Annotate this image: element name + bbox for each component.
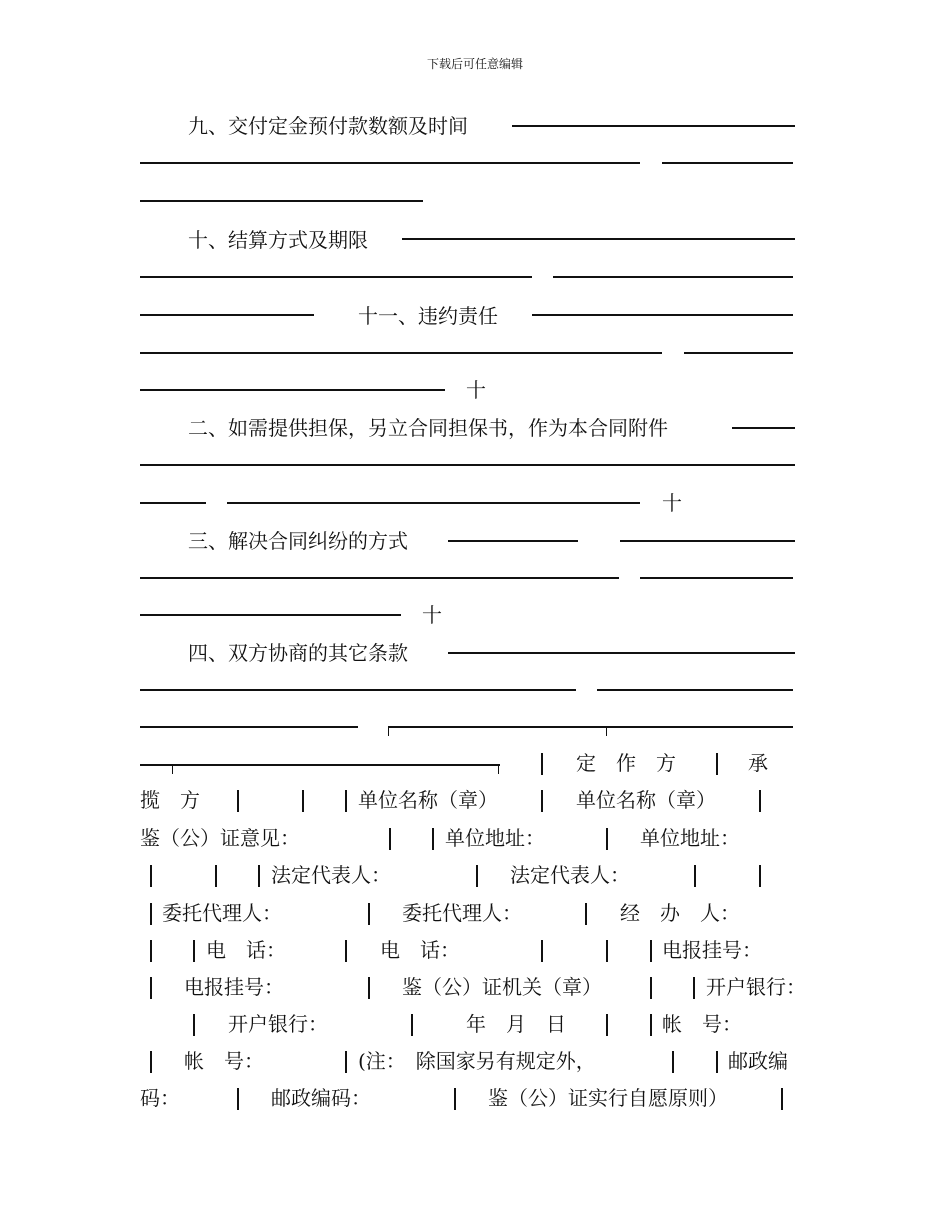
fill-line	[140, 464, 795, 466]
table-separator	[672, 1051, 674, 1073]
fill-line	[227, 502, 640, 504]
table-separator	[650, 1014, 652, 1036]
table-separator	[759, 790, 761, 812]
table-separator	[585, 903, 587, 925]
account-1: 帐 号：	[662, 1012, 742, 1036]
unit-name-1: 单位名称（章）	[358, 788, 498, 812]
table-separator	[541, 790, 543, 812]
fill-line	[448, 652, 795, 654]
table-separator	[237, 790, 239, 812]
clause-14-number: 十	[422, 603, 442, 627]
table-header-dingzuofang: 定 作 方	[576, 751, 676, 775]
table-separator	[193, 1014, 195, 1036]
table-separator	[716, 1051, 718, 1073]
postcode-2: 邮政编码：	[271, 1086, 371, 1110]
table-corner	[172, 764, 173, 774]
fill-line	[140, 502, 206, 504]
table-separator	[345, 790, 347, 812]
table-separator	[650, 940, 652, 962]
table-header-lanfang: 揽 方	[140, 788, 200, 812]
table-separator	[716, 753, 718, 775]
phone-2: 电 话：	[380, 938, 460, 962]
table-corner	[606, 726, 607, 736]
table-separator	[193, 940, 195, 962]
table-separator	[345, 1051, 347, 1073]
unit-address-2: 单位地址：	[640, 826, 740, 850]
page-header: 下载后可任意编辑	[426, 57, 523, 71]
table-separator	[476, 865, 478, 887]
table-top-border	[140, 764, 500, 766]
table-separator	[258, 865, 260, 887]
table-corner	[498, 764, 499, 774]
fill-line	[448, 540, 578, 542]
legal-rep-1: 法定代表人：	[271, 863, 391, 887]
note: (注： 除国家另有规定外，	[358, 1049, 596, 1073]
table-separator	[345, 940, 347, 962]
table-separator	[606, 1014, 608, 1036]
notary-opinion: 鉴（公）证意见：	[140, 826, 300, 850]
fill-line	[597, 689, 793, 691]
clause-13-label: 三、解决合同纠纷的方式	[188, 529, 408, 553]
table-separator	[454, 1088, 456, 1110]
table-separator	[606, 940, 608, 962]
fill-line	[140, 689, 576, 691]
notary-office: 鉴（公）证机关（章）	[402, 975, 602, 999]
fill-line	[140, 162, 640, 164]
fill-line	[620, 540, 795, 542]
table-separator	[150, 1051, 152, 1073]
table-separator	[694, 865, 696, 887]
table-separator	[432, 828, 434, 850]
fill-line	[684, 352, 793, 354]
table-separator	[541, 753, 543, 775]
table-separator	[389, 828, 391, 850]
unit-address-1: 单位地址：	[445, 826, 545, 850]
table-separator	[215, 865, 217, 887]
date: 年 月 日	[466, 1012, 566, 1036]
fill-line	[140, 389, 445, 391]
phone-1: 电 话：	[206, 938, 286, 962]
table-separator	[368, 903, 370, 925]
fill-line	[402, 238, 795, 240]
fill-line	[553, 276, 793, 278]
fill-line	[140, 200, 423, 202]
fill-line	[140, 314, 314, 316]
table-corner	[388, 726, 389, 736]
table-header-cheng: 承	[748, 751, 768, 775]
clause-12-number: 十	[466, 378, 486, 402]
bank-1: 开户银行：	[706, 975, 806, 999]
handler: 经 办 人：	[620, 901, 740, 925]
table-separator	[411, 1014, 413, 1036]
clause-14-label: 四、双方协商的其它条款	[188, 641, 408, 665]
fill-line	[140, 276, 532, 278]
table-separator	[541, 940, 543, 962]
bank-2: 开户银行：	[228, 1012, 328, 1036]
postcode-1-part-b: 码：	[140, 1086, 180, 1110]
agent-2: 委托代理人：	[402, 901, 522, 925]
clause-9-label: 九、交付定金预付款数额及时间	[188, 114, 468, 138]
postcode-1-part-a: 邮政编	[728, 1049, 788, 1073]
table-separator	[302, 790, 304, 812]
table-separator	[693, 977, 695, 999]
telegram-2: 电报挂号：	[184, 975, 284, 999]
table-separator	[781, 1088, 783, 1110]
clause-12-label: 二、如需提供担保，另立合同担保书，作为本合同附件	[188, 416, 668, 440]
table-separator	[237, 1088, 239, 1110]
table-separator	[150, 977, 152, 999]
voluntary-note: 鉴（公）证实行自愿原则）	[488, 1086, 728, 1110]
fill-line	[532, 314, 793, 316]
account-2: 帐 号：	[184, 1049, 264, 1073]
table-top-border	[388, 726, 793, 728]
fill-line	[140, 726, 358, 728]
fill-line	[512, 125, 795, 127]
fill-line	[140, 577, 619, 579]
telegram-1: 电报挂号：	[662, 938, 762, 962]
fill-line	[140, 352, 662, 354]
fill-line	[640, 577, 793, 579]
legal-rep-2: 法定代表人：	[510, 863, 630, 887]
table-separator	[650, 977, 652, 999]
unit-name-2: 单位名称（章）	[576, 788, 716, 812]
clause-10-label: 十、结算方式及期限	[188, 228, 368, 252]
clause-11-label: 十一、违约责任	[358, 304, 498, 328]
clause-13-number: 十	[662, 491, 682, 515]
table-separator	[150, 865, 152, 887]
fill-line	[662, 162, 793, 164]
table-separator	[368, 977, 370, 999]
table-separator	[150, 940, 152, 962]
fill-line	[140, 614, 401, 616]
agent-1: 委托代理人：	[162, 901, 282, 925]
fill-line	[732, 427, 795, 429]
table-separator	[606, 828, 608, 850]
table-separator	[150, 903, 152, 925]
table-separator	[759, 865, 761, 887]
